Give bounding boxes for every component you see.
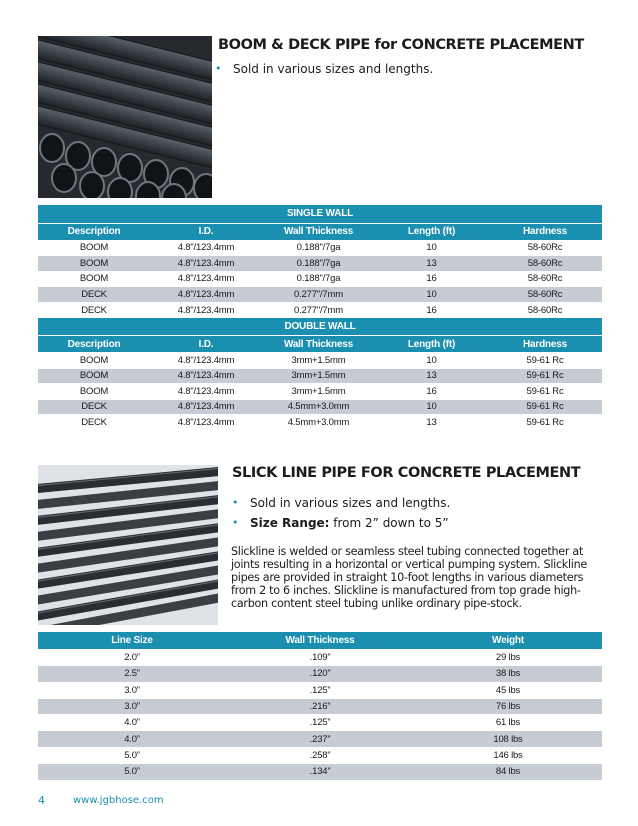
table-cell: .125” <box>226 715 414 731</box>
table-cell: 3mm+1.5mm <box>262 384 375 400</box>
table-cell: 4.8"/123.4mm <box>150 399 262 415</box>
single-wall-header-row <box>38 223 602 240</box>
table-cell: 4.8"/123.4mm <box>150 240 262 256</box>
table-cell: 16 <box>375 302 488 318</box>
table-cell: 0.188"/7ga <box>262 271 375 287</box>
table-cell: 4.8"/123.4mm <box>150 353 262 369</box>
page-number: 4 <box>38 794 45 807</box>
table-cell: 3mm+1.5mm <box>262 353 375 369</box>
slick-header-row <box>38 632 602 650</box>
table-cell: 59-61 Rc <box>488 384 602 400</box>
table-cell: .216” <box>226 698 414 714</box>
table-row <box>38 747 602 763</box>
table-cell: 59-61 Rc <box>488 353 602 369</box>
table-cell: 16 <box>375 384 488 400</box>
table-cell: 10 <box>375 287 488 303</box>
boom-pipe-photo <box>38 36 212 198</box>
table-cell: 58-60Rc <box>488 302 602 318</box>
table-cell: 108 lbs <box>414 731 602 747</box>
table-cell: 13 <box>375 256 488 272</box>
boom-bullet-list <box>215 62 433 76</box>
table-cell: 4.8"/123.4mm <box>150 271 262 287</box>
table-cell: 16 <box>375 271 488 287</box>
table-cell: 58-60Rc <box>488 271 602 287</box>
table-row <box>38 256 602 272</box>
table-cell: 61 lbs <box>414 715 602 731</box>
table-cell: 59-61 Rc <box>488 368 602 384</box>
table-cell: .120” <box>226 666 414 682</box>
table-row <box>38 715 602 731</box>
table-cell: 5.0” <box>38 747 226 763</box>
table-row <box>38 271 602 287</box>
boom-bullet-text: Sold in various sizes and lengths. <box>233 62 434 76</box>
table-cell: BOOM <box>38 240 150 256</box>
table-row <box>38 353 602 369</box>
table-cell: .125” <box>226 682 414 698</box>
double-wall-header-row <box>38 336 602 353</box>
table-row <box>38 287 602 303</box>
boom-deck-spec-table <box>38 205 602 430</box>
double-wall-band <box>38 318 602 336</box>
table-cell: 10 <box>375 240 488 256</box>
table-cell: DECK <box>38 399 150 415</box>
table-cell: 76 lbs <box>414 698 602 714</box>
table-row <box>38 384 602 400</box>
size-range-label: Size Range: <box>250 516 330 530</box>
table-row <box>38 368 602 384</box>
table-cell: 3.0” <box>38 698 226 714</box>
slick-line-pipe-photo-art <box>38 465 218 625</box>
column-header-weight: Weight <box>414 632 602 650</box>
table-cell: BOOM <box>38 384 150 400</box>
column-header-wall-thickness: Wall Thickness <box>226 632 414 650</box>
boom-bullet-item <box>215 62 433 76</box>
single-wall-label: SINGLE WALL <box>38 205 602 223</box>
table-cell: 0.277"/7mm <box>262 287 375 303</box>
table-cell: DECK <box>38 415 150 431</box>
table-cell: 38 lbs <box>414 666 602 682</box>
table-cell: .258” <box>226 747 414 763</box>
table-cell: 59-61 Rc <box>488 415 602 431</box>
table-row <box>38 682 602 698</box>
table-cell: .237” <box>226 731 414 747</box>
size-range-value: from 2” down to 5” <box>329 516 449 530</box>
table-cell: 146 lbs <box>414 747 602 763</box>
column-header-length: Length (ft) <box>375 336 488 353</box>
slick-bullet-list <box>232 496 450 536</box>
table-cell: 10 <box>375 353 488 369</box>
table-cell: 4.8"/123.4mm <box>150 287 262 303</box>
slick-line-pipe-photo <box>38 465 218 625</box>
table-row <box>38 764 602 780</box>
table-cell: 58-60Rc <box>488 256 602 272</box>
slick-line-spec-table <box>38 631 602 780</box>
table-cell: .134” <box>226 764 414 780</box>
table-cell: 59-61 Rc <box>488 399 602 415</box>
table-cell: 4.8"/123.4mm <box>150 302 262 318</box>
table-cell: 5.0” <box>38 764 226 780</box>
table-row <box>38 240 602 256</box>
table-cell: DECK <box>38 287 150 303</box>
table-cell: DECK <box>38 302 150 318</box>
slick-description: Slickline is welded or seamless steel tubing connected together at joints resulting in a horizontal or vertical pumping system. Slickline pipes are provided in straight 10-foot lengths in various diameters from 2 to 6 inches. Slickline is manufactured from top grade high-carbon content steel tubing unlike ordinary pipe-stock. <box>231 545 587 610</box>
table-cell: 0.188"/7ga <box>262 240 375 256</box>
single-wall-band <box>38 205 602 223</box>
table-cell: 4.8"/123.4mm <box>150 368 262 384</box>
column-header-description: Description <box>38 223 150 240</box>
table-cell: 4.8"/123.4mm <box>150 384 262 400</box>
bullet-dot-icon: • <box>215 62 222 75</box>
column-header-id: I.D. <box>150 336 262 353</box>
table-row <box>38 731 602 747</box>
column-header-wall-thickness: Wall Thickness <box>262 223 375 240</box>
table-cell: 4.8"/123.4mm <box>150 415 262 431</box>
column-header-line-size: Line Size <box>38 632 226 650</box>
table-cell: 29 lbs <box>414 650 602 666</box>
table-row <box>38 415 602 431</box>
table-cell: 4.8"/123.4mm <box>150 256 262 272</box>
table-row <box>38 698 602 714</box>
website-link[interactable]: www.jgbhose.com <box>73 795 164 806</box>
column-header-description: Description <box>38 336 150 353</box>
table-cell: .109” <box>226 650 414 666</box>
table-cell: 4.5mm+3.0mm <box>262 415 375 431</box>
table-cell: 0.188"/7ga <box>262 256 375 272</box>
table-cell: 58-60Rc <box>488 287 602 303</box>
table-cell: BOOM <box>38 353 150 369</box>
table-cell: 3.0” <box>38 682 226 698</box>
bullet-dot-icon: • <box>232 516 239 529</box>
slick-bullet-item <box>232 496 450 510</box>
table-cell: 4.0” <box>38 731 226 747</box>
table-cell: 2.5” <box>38 666 226 682</box>
table-cell: 58-60Rc <box>488 240 602 256</box>
column-header-length: Length (ft) <box>375 223 488 240</box>
table-row <box>38 650 602 666</box>
column-header-id: I.D. <box>150 223 262 240</box>
table-cell: BOOM <box>38 271 150 287</box>
table-cell: 0.277"/7mm <box>262 302 375 318</box>
boom-section-title: BOOM & DECK PIPE for CONCRETE PLACEMENT <box>218 37 584 53</box>
table-row <box>38 302 602 318</box>
slick-bullet-item <box>232 516 450 530</box>
table-cell: 84 lbs <box>414 764 602 780</box>
table-cell: BOOM <box>38 368 150 384</box>
double-wall-label: DOUBLE WALL <box>38 318 602 336</box>
table-cell: 2.0” <box>38 650 226 666</box>
slick-bullet-text: Sold in various sizes and lengths. <box>250 496 451 510</box>
boom-pipe-photo-art <box>38 36 212 198</box>
column-header-hardness: Hardness <box>488 336 602 353</box>
table-cell: BOOM <box>38 256 150 272</box>
table-cell: 10 <box>375 399 488 415</box>
column-header-wall-thickness: Wall Thickness <box>262 336 375 353</box>
bullet-dot-icon: • <box>232 496 239 509</box>
table-cell: 13 <box>375 415 488 431</box>
table-row <box>38 399 602 415</box>
table-cell: 4.5mm+3.0mm <box>262 399 375 415</box>
table-cell: 4.0” <box>38 715 226 731</box>
table-row <box>38 666 602 682</box>
table-cell: 3mm+1.5mm <box>262 368 375 384</box>
column-header-hardness: Hardness <box>488 223 602 240</box>
table-cell: 45 lbs <box>414 682 602 698</box>
slick-section-title: SLICK LINE PIPE FOR CONCRETE PLACEMENT <box>232 465 581 481</box>
table-cell: 13 <box>375 368 488 384</box>
